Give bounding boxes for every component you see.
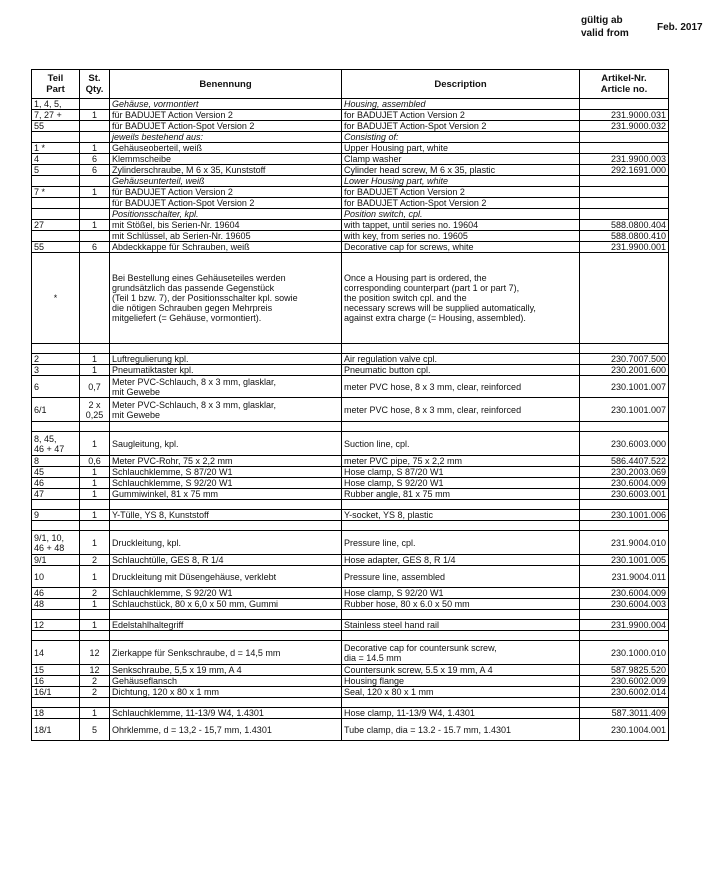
description-cell: for BADUJET Action Version 2: [342, 187, 580, 198]
table-row: [32, 242, 669, 253]
part-number-cell: 16/1: [32, 687, 80, 698]
spacer-cell: [32, 521, 80, 531]
description-cell: meter PVC hose, 8 x 3 mm, clear, reinforced: [342, 398, 580, 422]
quantity-cell: 1: [80, 467, 110, 478]
benennung-cell: Meter PVC-Schlauch, 8 x 3 mm, glasklar, mit Gewebe: [110, 398, 342, 422]
part-number-cell: 55: [32, 121, 80, 132]
spacer-cell: [32, 631, 80, 641]
article-number-cell: 230.1001.006: [580, 510, 669, 521]
description-cell: meter PVC hose, 8 x 3 mm, clear, reinforced: [342, 376, 580, 398]
quantity-cell: 1: [80, 708, 110, 719]
note-de-line: die nötigen Schrauben gegen Mehrpreis: [112, 303, 273, 313]
description-cell: for BADUJET Action Version 2: [342, 110, 580, 121]
table-row: [32, 110, 669, 121]
part-number-cell: 18/1: [32, 719, 80, 741]
description-cell: Decorative cap for screws, white: [342, 242, 580, 253]
spacer-cell: [110, 422, 342, 432]
benennung-cell: Druckleitung, kpl.: [110, 531, 342, 555]
article-number-cell: 588.0800.410: [580, 231, 669, 242]
quantity-cell: 1: [80, 432, 110, 456]
spacer-cell: [580, 631, 669, 641]
spacer-cell: [32, 500, 80, 510]
article-number-cell: 231.9900.004: [580, 620, 669, 631]
quantity-cell: 5: [80, 719, 110, 741]
quantity-cell: 1: [80, 489, 110, 500]
quantity-cell: 6: [80, 165, 110, 176]
article-number-cell: 292.1691.000: [580, 165, 669, 176]
part-number-cell: 48: [32, 599, 80, 610]
part-number-cell: 1, 4, 5,: [32, 99, 80, 110]
table-row: [32, 489, 669, 500]
table-row: [32, 620, 669, 631]
quantity-cell: 12: [80, 665, 110, 676]
description-cell: Seal, 120 x 80 x 1 mm: [342, 687, 580, 698]
spacer-cell: [110, 698, 342, 708]
article-number-cell: 588.0800.404: [580, 220, 669, 231]
benennung-cell: Druckleitung mit Düsengehäuse, verklebt: [110, 566, 342, 588]
benennung-cell: Zylinderschraube, M 6 x 35, Kunststoff: [110, 165, 342, 176]
part-number-cell: 1 *: [32, 143, 80, 154]
quantity-cell: 12: [80, 641, 110, 665]
table-row: [32, 344, 669, 354]
table-row: [32, 531, 669, 555]
part-number-cell: [32, 209, 80, 220]
benennung-cell: Zierkappe für Senkschraube, d = 14,5 mm: [110, 641, 342, 665]
quantity-cell: 6: [80, 242, 110, 253]
header-part-de: Teil: [47, 73, 64, 84]
benennung-cell: Gehäuseflansch: [110, 676, 342, 687]
benennung-cell: Abdeckkappe für Schrauben, weiß: [110, 242, 342, 253]
article-number-cell: 230.1001.005: [580, 555, 669, 566]
quantity-cell: [80, 231, 110, 242]
benennung-cell: Schlauchklemme, S 87/20 W1: [110, 467, 342, 478]
quantity-cell: 2 x 0,25: [80, 398, 110, 422]
benennung-cell: Klemmscheibe: [110, 154, 342, 165]
table-row: [32, 588, 669, 599]
quantity-cell: 2: [80, 555, 110, 566]
description-cell: Lower Housing part, white: [342, 176, 580, 187]
benennung-cell: Gehäuse, vormontiert: [110, 99, 342, 110]
description-cell: Housing flange: [342, 676, 580, 687]
table-row: [32, 500, 669, 510]
benennung-cell: für BADUJET Action-Spot Version 2: [110, 121, 342, 132]
part-number-cell: 2: [32, 354, 80, 365]
description-cell: Air regulation valve cpl.: [342, 354, 580, 365]
table-row: [32, 99, 669, 110]
table-row: [32, 165, 669, 176]
article-number-cell: 230.1001.007: [580, 398, 669, 422]
article-number-cell: [580, 176, 669, 187]
table-row: [32, 121, 669, 132]
benennung-cell: mit Stößel, bis Serien-Nr. 19604: [110, 220, 342, 231]
quantity-cell: [80, 253, 110, 344]
spacer-cell: [110, 631, 342, 641]
part-number-cell: [32, 176, 80, 187]
description-cell: Rubber hose, 80 x 6.0 x 50 mm: [342, 599, 580, 610]
part-number-cell: *: [32, 253, 80, 344]
part-number-cell: 9: [32, 510, 80, 521]
quantity-cell: [80, 198, 110, 209]
part-number-cell: 45: [32, 467, 80, 478]
quantity-cell: 2: [80, 687, 110, 698]
description-cell: Pneumatic button cpl.: [342, 365, 580, 376]
article-number-cell: [580, 198, 669, 209]
part-number-cell: 14: [32, 641, 80, 665]
article-number-cell: 231.9000.032: [580, 121, 669, 132]
part-number-cell: 27: [32, 220, 80, 231]
spacer-cell: [342, 344, 580, 354]
article-number-cell: 231.9004.011: [580, 566, 669, 588]
note-en-line: corresponding counterpart (part 1 or part 7),: [344, 283, 520, 293]
table-row: [32, 610, 669, 620]
part-number-cell: 47: [32, 489, 80, 500]
header-benennung: Benennung: [110, 70, 342, 99]
benennung-cell: für BADUJET Action Version 2: [110, 187, 342, 198]
benennung-cell: Saugleitung, kpl.: [110, 432, 342, 456]
table-row: [32, 698, 669, 708]
spacer-cell: [342, 631, 580, 641]
description-cell: Hose clamp, 11-13/9 W4, 1.4301: [342, 708, 580, 719]
header-article: [580, 70, 669, 99]
quantity-cell: 1: [80, 220, 110, 231]
spacer-cell: [110, 521, 342, 531]
benennung-cell: Ohrklemme, d = 13,2 - 15,7 mm, 1.4301: [110, 719, 342, 741]
table-row: [32, 176, 669, 187]
benennung-cell: Meter PVC-Rohr, 75 x 2,2 mm: [110, 456, 342, 467]
description-cell: Pressure line, assembled: [342, 566, 580, 588]
description-cell: Cylinder head screw, M 6 x 35, plastic: [342, 165, 580, 176]
quantity-cell: [80, 99, 110, 110]
header-part-en: Part: [46, 84, 65, 95]
table-row: [32, 198, 669, 209]
parts-table: [31, 69, 669, 741]
part-number-cell: 46: [32, 478, 80, 489]
spacer-cell: [110, 500, 342, 510]
quantity-cell: 1: [80, 599, 110, 610]
description-cell: with tappet, until series no. 19604: [342, 220, 580, 231]
table-body: [32, 99, 669, 741]
article-number-cell: [580, 253, 669, 344]
table-row: [32, 143, 669, 154]
table-row: [32, 687, 669, 698]
benennung-cell: Schlauchstück, 80 x 6,0 x 50 mm, Gummi: [110, 599, 342, 610]
table-row: [32, 478, 669, 489]
table-row: [32, 665, 669, 676]
description-cell: Housing, assembled: [342, 99, 580, 110]
article-number-cell: 231.9004.010: [580, 531, 669, 555]
benennung-cell: jeweils bestehend aus:: [110, 132, 342, 143]
article-number-cell: [580, 209, 669, 220]
note-en-line: the position switch cpl. and the: [344, 293, 467, 303]
article-number-cell: [580, 187, 669, 198]
benennung-cell: Luftregulierung kpl.: [110, 354, 342, 365]
quantity-cell: 6: [80, 154, 110, 165]
header-qty-de: St.: [88, 73, 101, 84]
quantity-cell: 0,7: [80, 376, 110, 398]
article-number-cell: 230.6003.001: [580, 489, 669, 500]
article-number-cell: 231.9000.031: [580, 110, 669, 121]
table-row: [32, 555, 669, 566]
article-number-cell: 230.2003.069: [580, 467, 669, 478]
spacer-cell: [80, 500, 110, 510]
article-number-cell: 587.3011.409: [580, 708, 669, 719]
note-de-line: Bei Bestellung eines Gehäuseteiles werden: [112, 273, 286, 283]
benennung-cell: Dichtung, 120 x 80 x 1 mm: [110, 687, 342, 698]
part-number-cell: 5: [32, 165, 80, 176]
article-number-cell: 230.6002.014: [580, 687, 669, 698]
quantity-cell: 2: [80, 588, 110, 599]
part-number-cell: 18: [32, 708, 80, 719]
spacer-cell: [80, 521, 110, 531]
article-number-cell: 587.9825.520: [580, 665, 669, 676]
table-row: [32, 510, 669, 521]
quantity-cell: 1: [80, 620, 110, 631]
table-row: [32, 719, 669, 741]
valid-from-label: [581, 14, 629, 40]
quantity-cell: 0,6: [80, 456, 110, 467]
note-en-line: against extra charge (= Housing, assembled).: [344, 313, 526, 323]
description-cell: Consisting of:: [342, 132, 580, 143]
valid-from-de: gültig ab: [581, 15, 623, 26]
part-number-cell: [32, 231, 80, 242]
spacer-cell: [342, 610, 580, 620]
description-cell: Stainless steel hand rail: [342, 620, 580, 631]
article-number-cell: 230.6004.003: [580, 599, 669, 610]
benennung-cell: Schlauchtülle, GES 8, R 1/4: [110, 555, 342, 566]
table-row: [32, 432, 669, 456]
header-description: Description: [342, 70, 580, 99]
spacer-cell: [110, 344, 342, 354]
article-number-cell: 230.6002.009: [580, 676, 669, 687]
table-row: [32, 676, 669, 687]
note-de-line: grundsätzlich das passende Gegenstück: [112, 283, 275, 293]
header-qty: [80, 70, 110, 99]
article-number-cell: 231.9900.003: [580, 154, 669, 165]
part-number-cell: 9/1: [32, 555, 80, 566]
header-qty-en: Qty.: [85, 84, 104, 95]
description-cell: Y-socket, YS 8, plastic: [342, 510, 580, 521]
spacer-cell: [342, 422, 580, 432]
quantity-cell: 1: [80, 531, 110, 555]
part-number-cell: [32, 198, 80, 209]
description-cell: Pressure line, cpl.: [342, 531, 580, 555]
article-number-cell: 230.2001.600: [580, 365, 669, 376]
benennung-cell: Y-Tülle, YS 8, Kunststoff: [110, 510, 342, 521]
header-article-de: Artikel-Nr.: [601, 73, 647, 84]
spacer-cell: [32, 422, 80, 432]
part-number-cell: 46: [32, 588, 80, 599]
spacer-cell: [342, 521, 580, 531]
table-row: [32, 365, 669, 376]
spacer-cell: [32, 610, 80, 620]
quantity-cell: 1: [80, 187, 110, 198]
benennung-cell: Pneumatiktaster kpl.: [110, 365, 342, 376]
table-row: [32, 154, 669, 165]
description-cell: [342, 253, 580, 344]
description-cell: Hose clamp, S 87/20 W1: [342, 467, 580, 478]
table-row: [32, 376, 669, 398]
description-cell: Hose clamp, S 92/20 W1: [342, 478, 580, 489]
description-cell: Hose clamp, S 92/20 W1: [342, 588, 580, 599]
part-number-cell: 8, 45, 46 + 47: [32, 432, 80, 456]
table-row: [32, 467, 669, 478]
part-number-cell: 6: [32, 376, 80, 398]
article-number-cell: 230.1001.007: [580, 376, 669, 398]
description-cell: Hose adapter, GES 8, R 1/4: [342, 555, 580, 566]
spacer-cell: [580, 521, 669, 531]
table-row: [32, 708, 669, 719]
spacer-cell: [580, 500, 669, 510]
table-row: [32, 209, 669, 220]
quantity-cell: 1: [80, 143, 110, 154]
header-part: [32, 70, 80, 99]
table-row: [32, 132, 669, 143]
table-row: [32, 422, 669, 432]
part-number-cell: 10: [32, 566, 80, 588]
part-number-cell: 3: [32, 365, 80, 376]
table-row: [32, 220, 669, 231]
table-row: [32, 566, 669, 588]
description-cell: Rubber angle, 81 x 75 mm: [342, 489, 580, 500]
article-number-cell: 230.6003.000: [580, 432, 669, 456]
table-row: [32, 253, 669, 344]
article-number-cell: 231.9900.001: [580, 242, 669, 253]
table-row: [32, 641, 669, 665]
quantity-cell: [80, 209, 110, 220]
description-cell: Decorative cap for countersunk screw, dia = 14.5 mm: [342, 641, 580, 665]
spacer-cell: [32, 698, 80, 708]
part-number-cell: 16: [32, 676, 80, 687]
article-number-cell: [580, 143, 669, 154]
description-cell: meter PVC pipe, 75 x 2,2 mm: [342, 456, 580, 467]
spacer-cell: [80, 610, 110, 620]
quantity-cell: [80, 132, 110, 143]
description-cell: Clamp washer: [342, 154, 580, 165]
quantity-cell: 1: [80, 510, 110, 521]
spacer-cell: [580, 422, 669, 432]
note-de-line: mitgeliefert (= Gehäuse, vormontiert).: [112, 313, 262, 323]
description-cell: Tube clamp, dia = 13.2 - 15.7 mm, 1.4301: [342, 719, 580, 741]
article-number-cell: 230.1004.001: [580, 719, 669, 741]
valid-from-en: valid from: [581, 28, 629, 39]
table-row: [32, 187, 669, 198]
description-cell: for BADUJET Action-Spot Version 2: [342, 121, 580, 132]
quantity-cell: 1: [80, 365, 110, 376]
note-en-line: Once a Housing part is ordered, the: [344, 273, 487, 283]
part-number-cell: [32, 132, 80, 143]
spacer-cell: [110, 610, 342, 620]
table-row: [32, 631, 669, 641]
part-number-cell: 12: [32, 620, 80, 631]
part-number-cell: 4: [32, 154, 80, 165]
part-number-cell: 6/1: [32, 398, 80, 422]
article-number-cell: 586.4407.522: [580, 456, 669, 467]
spacer-cell: [342, 698, 580, 708]
header-article-en: Article no.: [600, 84, 648, 95]
spacer-cell: [342, 500, 580, 510]
spacer-cell: [80, 344, 110, 354]
spacer-cell: [32, 344, 80, 354]
table-row: [32, 521, 669, 531]
article-number-cell: 230.6004.009: [580, 588, 669, 599]
benennung-cell: Schlauchklemme, S 92/20 W1: [110, 588, 342, 599]
quantity-cell: 2: [80, 676, 110, 687]
description-cell: Suction line, cpl.: [342, 432, 580, 456]
table-row: [32, 231, 669, 242]
benennung-cell: Positionsschalter, kpl.: [110, 209, 342, 220]
spacer-cell: [580, 610, 669, 620]
article-number-cell: 230.6004.009: [580, 478, 669, 489]
article-number-cell: [580, 132, 669, 143]
part-number-cell: 55: [32, 242, 80, 253]
spacer-cell: [580, 698, 669, 708]
table-row: [32, 599, 669, 610]
benennung-cell: für BADUJET Action Version 2: [110, 110, 342, 121]
quantity-cell: 1: [80, 478, 110, 489]
benennung-cell: für BADUJET Action-Spot Version 2: [110, 198, 342, 209]
benennung-cell: Gehäuseunterteil, weiß: [110, 176, 342, 187]
benennung-cell: [110, 253, 342, 344]
benennung-cell: Schlauchklemme, S 92/20 W1: [110, 478, 342, 489]
part-number-cell: 8: [32, 456, 80, 467]
benennung-cell: Schlauchklemme, 11-13/9 W4, 1.4301: [110, 708, 342, 719]
article-number-cell: 230.1000.010: [580, 641, 669, 665]
benennung-cell: Meter PVC-Schlauch, 8 x 3 mm, glasklar, mit Gewebe: [110, 376, 342, 398]
part-number-cell: 9/1, 10, 46 + 48: [32, 531, 80, 555]
benennung-cell: mit Schlüssel, ab Serien-Nr. 19605: [110, 231, 342, 242]
validity-header: [0, 14, 707, 44]
quantity-cell: [80, 121, 110, 132]
spacer-cell: [80, 422, 110, 432]
note-en-line: necessary screws will be supplied automatically,: [344, 303, 536, 313]
quantity-cell: 1: [80, 110, 110, 121]
quantity-cell: 1: [80, 566, 110, 588]
table-row: [32, 354, 669, 365]
article-number-cell: 230.7007.500: [580, 354, 669, 365]
valid-from-date: Feb. 2017: [657, 22, 703, 33]
table-row: [32, 456, 669, 467]
quantity-cell: [80, 176, 110, 187]
description-cell: Position switch, cpl.: [342, 209, 580, 220]
description-cell: Countersunk screw, 5.5 x 19 mm, A 4: [342, 665, 580, 676]
description-cell: Upper Housing part, white: [342, 143, 580, 154]
part-number-cell: 7, 27 +: [32, 110, 80, 121]
description-cell: with key, from series no. 19605: [342, 231, 580, 242]
benennung-cell: Gehäuseoberteil, weiß: [110, 143, 342, 154]
table-header: [32, 70, 669, 99]
spacer-cell: [80, 631, 110, 641]
spacer-cell: [80, 698, 110, 708]
note-de-line: (Teil 1 bzw. 7), der Positionsschalter kpl. sowie: [112, 293, 298, 303]
article-number-cell: [580, 99, 669, 110]
description-cell: for BADUJET Action-Spot Version 2: [342, 198, 580, 209]
spacer-cell: [580, 344, 669, 354]
part-number-cell: 15: [32, 665, 80, 676]
benennung-cell: Edelstahlhaltegriff: [110, 620, 342, 631]
table-row: [32, 398, 669, 422]
benennung-cell: Gummiwinkel, 81 x 75 mm: [110, 489, 342, 500]
benennung-cell: Senkschraube, 5,5 x 19 mm, A 4: [110, 665, 342, 676]
quantity-cell: 1: [80, 354, 110, 365]
part-number-cell: 7 *: [32, 187, 80, 198]
